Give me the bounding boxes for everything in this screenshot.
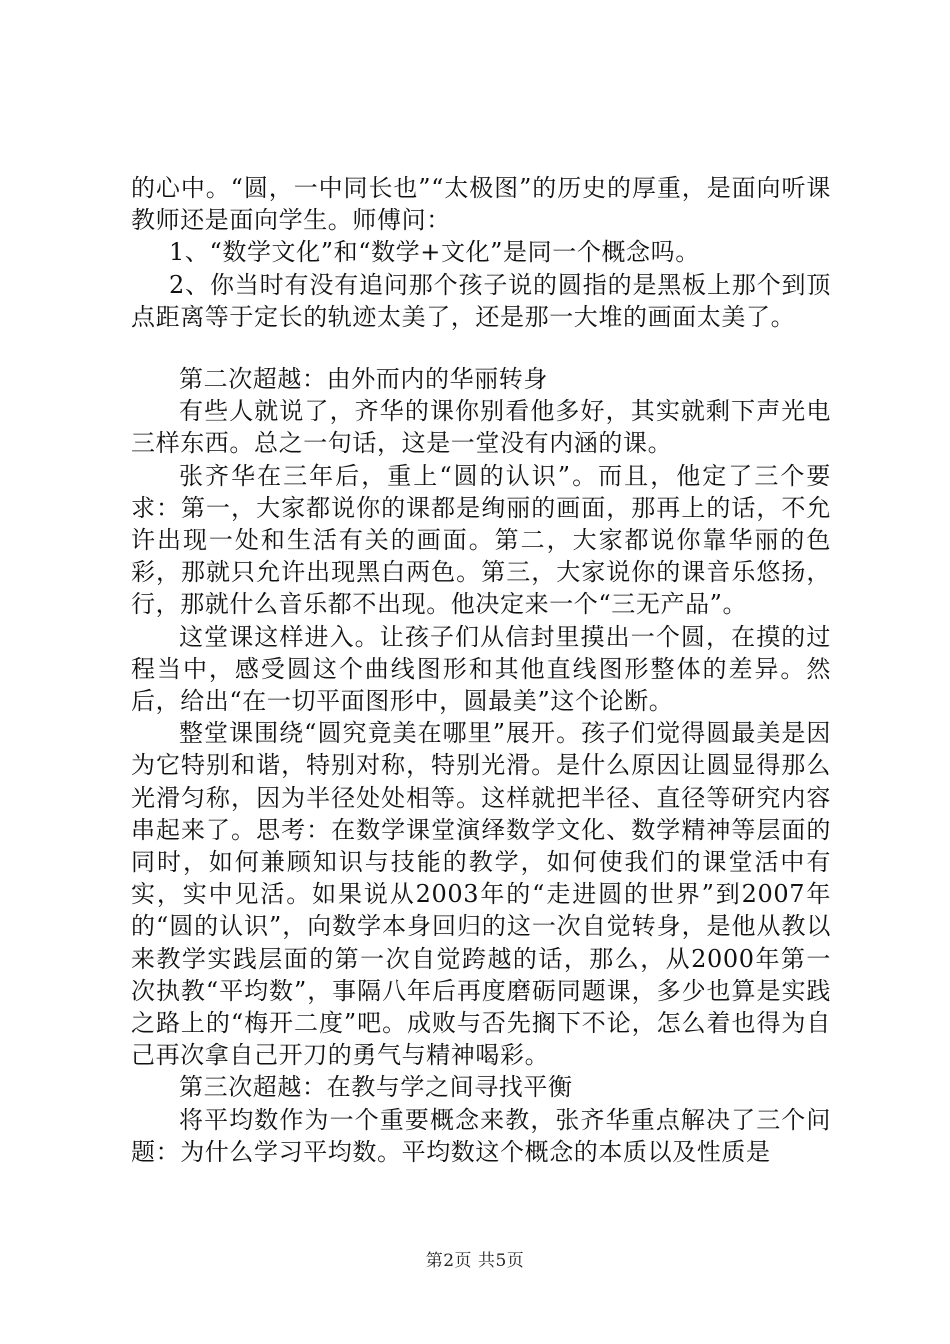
- paragraph: 将平均数作为一个重要概念来教，张齐华重点解决了三个问题：为什么学习平均数。平均数这个概念的本质以及性质是: [131, 1105, 831, 1166]
- section-heading-3: 第三次超越：在教与学之间寻找平衡: [179, 1073, 573, 1102]
- paragraph-gap: [131, 333, 831, 363]
- paragraph-continuation: 的心中。“圆，一中同长也”“太极图”的历史的厚重，是面向听课教师还是面向学生。师傅问：: [131, 174, 831, 235]
- question-item-1: 1、“数学文化”和“数学+文化”是同一个概念吗。: [169, 238, 700, 267]
- question-item-2: 2、你当时有没有追问那个孩子说的圆指的是黑板上那个到顶点距离等于定长的轨迹太美了，还是那一大堆的画面太美了。: [131, 270, 831, 331]
- section-heading-2: 第二次超越：由外而内的华丽转身: [179, 365, 548, 394]
- paragraph: 张齐华在三年后，重上“圆的认识”。而且，他定了三个要求：第一，大家都说你的课都是绚丽的画面，那再上的话，不允许出现一处和生活有关的画面。第二，大家都说你靠华丽的色彩，那就只允许出现黑白两色。第三，大家说你的课音乐悠扬，行，那就什么音乐都不出现。他决定来一个“三无产品”。: [131, 461, 831, 619]
- page-footer: 第2页 共5页: [425, 1251, 525, 1271]
- document-body: [131, 172, 831, 1168]
- paragraph: 整堂课围绕“圆究竟美在哪里”展开。孩子们觉得圆最美是因为它特别和谐，特别对称，特别光滑。是什么原因让圆显得那么光滑匀称，因为半径处处相等。这样就把半径、直径等研究内容串起来了。思考：在数学课堂演绎数学文化、数学精神等层面的同时，如何兼顾知识与技能的教学，如何使我们的课堂活中有实，实中见活。如果说从2003年的“走进圆的世界”到2007年的“圆的认识”，向数学本身回归的这一次自觉转身，是他从教以来教学实践层面的第一次自觉跨越的话，那么，从2000年第一次执教“平均数”，事隔八年后再度磨砺同题课，多少也算是实践之路上的“梅开二度”吧。成败与否先搁下不论，怎么着也得为自己再次拿自己开刀的勇气与精神喝彩。: [131, 719, 831, 1070]
- paragraph: 这堂课这样进入。让孩子们从信封里摸出一个圆，在摸的过程当中，感受圆这个曲线图形和其他直线图形整体的差异。然后，给出“在一切平面图形中，圆最美”这个论断。: [131, 622, 831, 716]
- paragraph: 有些人就说了，齐华的课你别看他多好，其实就剩下声光电三样东西。总之一句话，这是一堂没有内涵的课。: [131, 397, 831, 458]
